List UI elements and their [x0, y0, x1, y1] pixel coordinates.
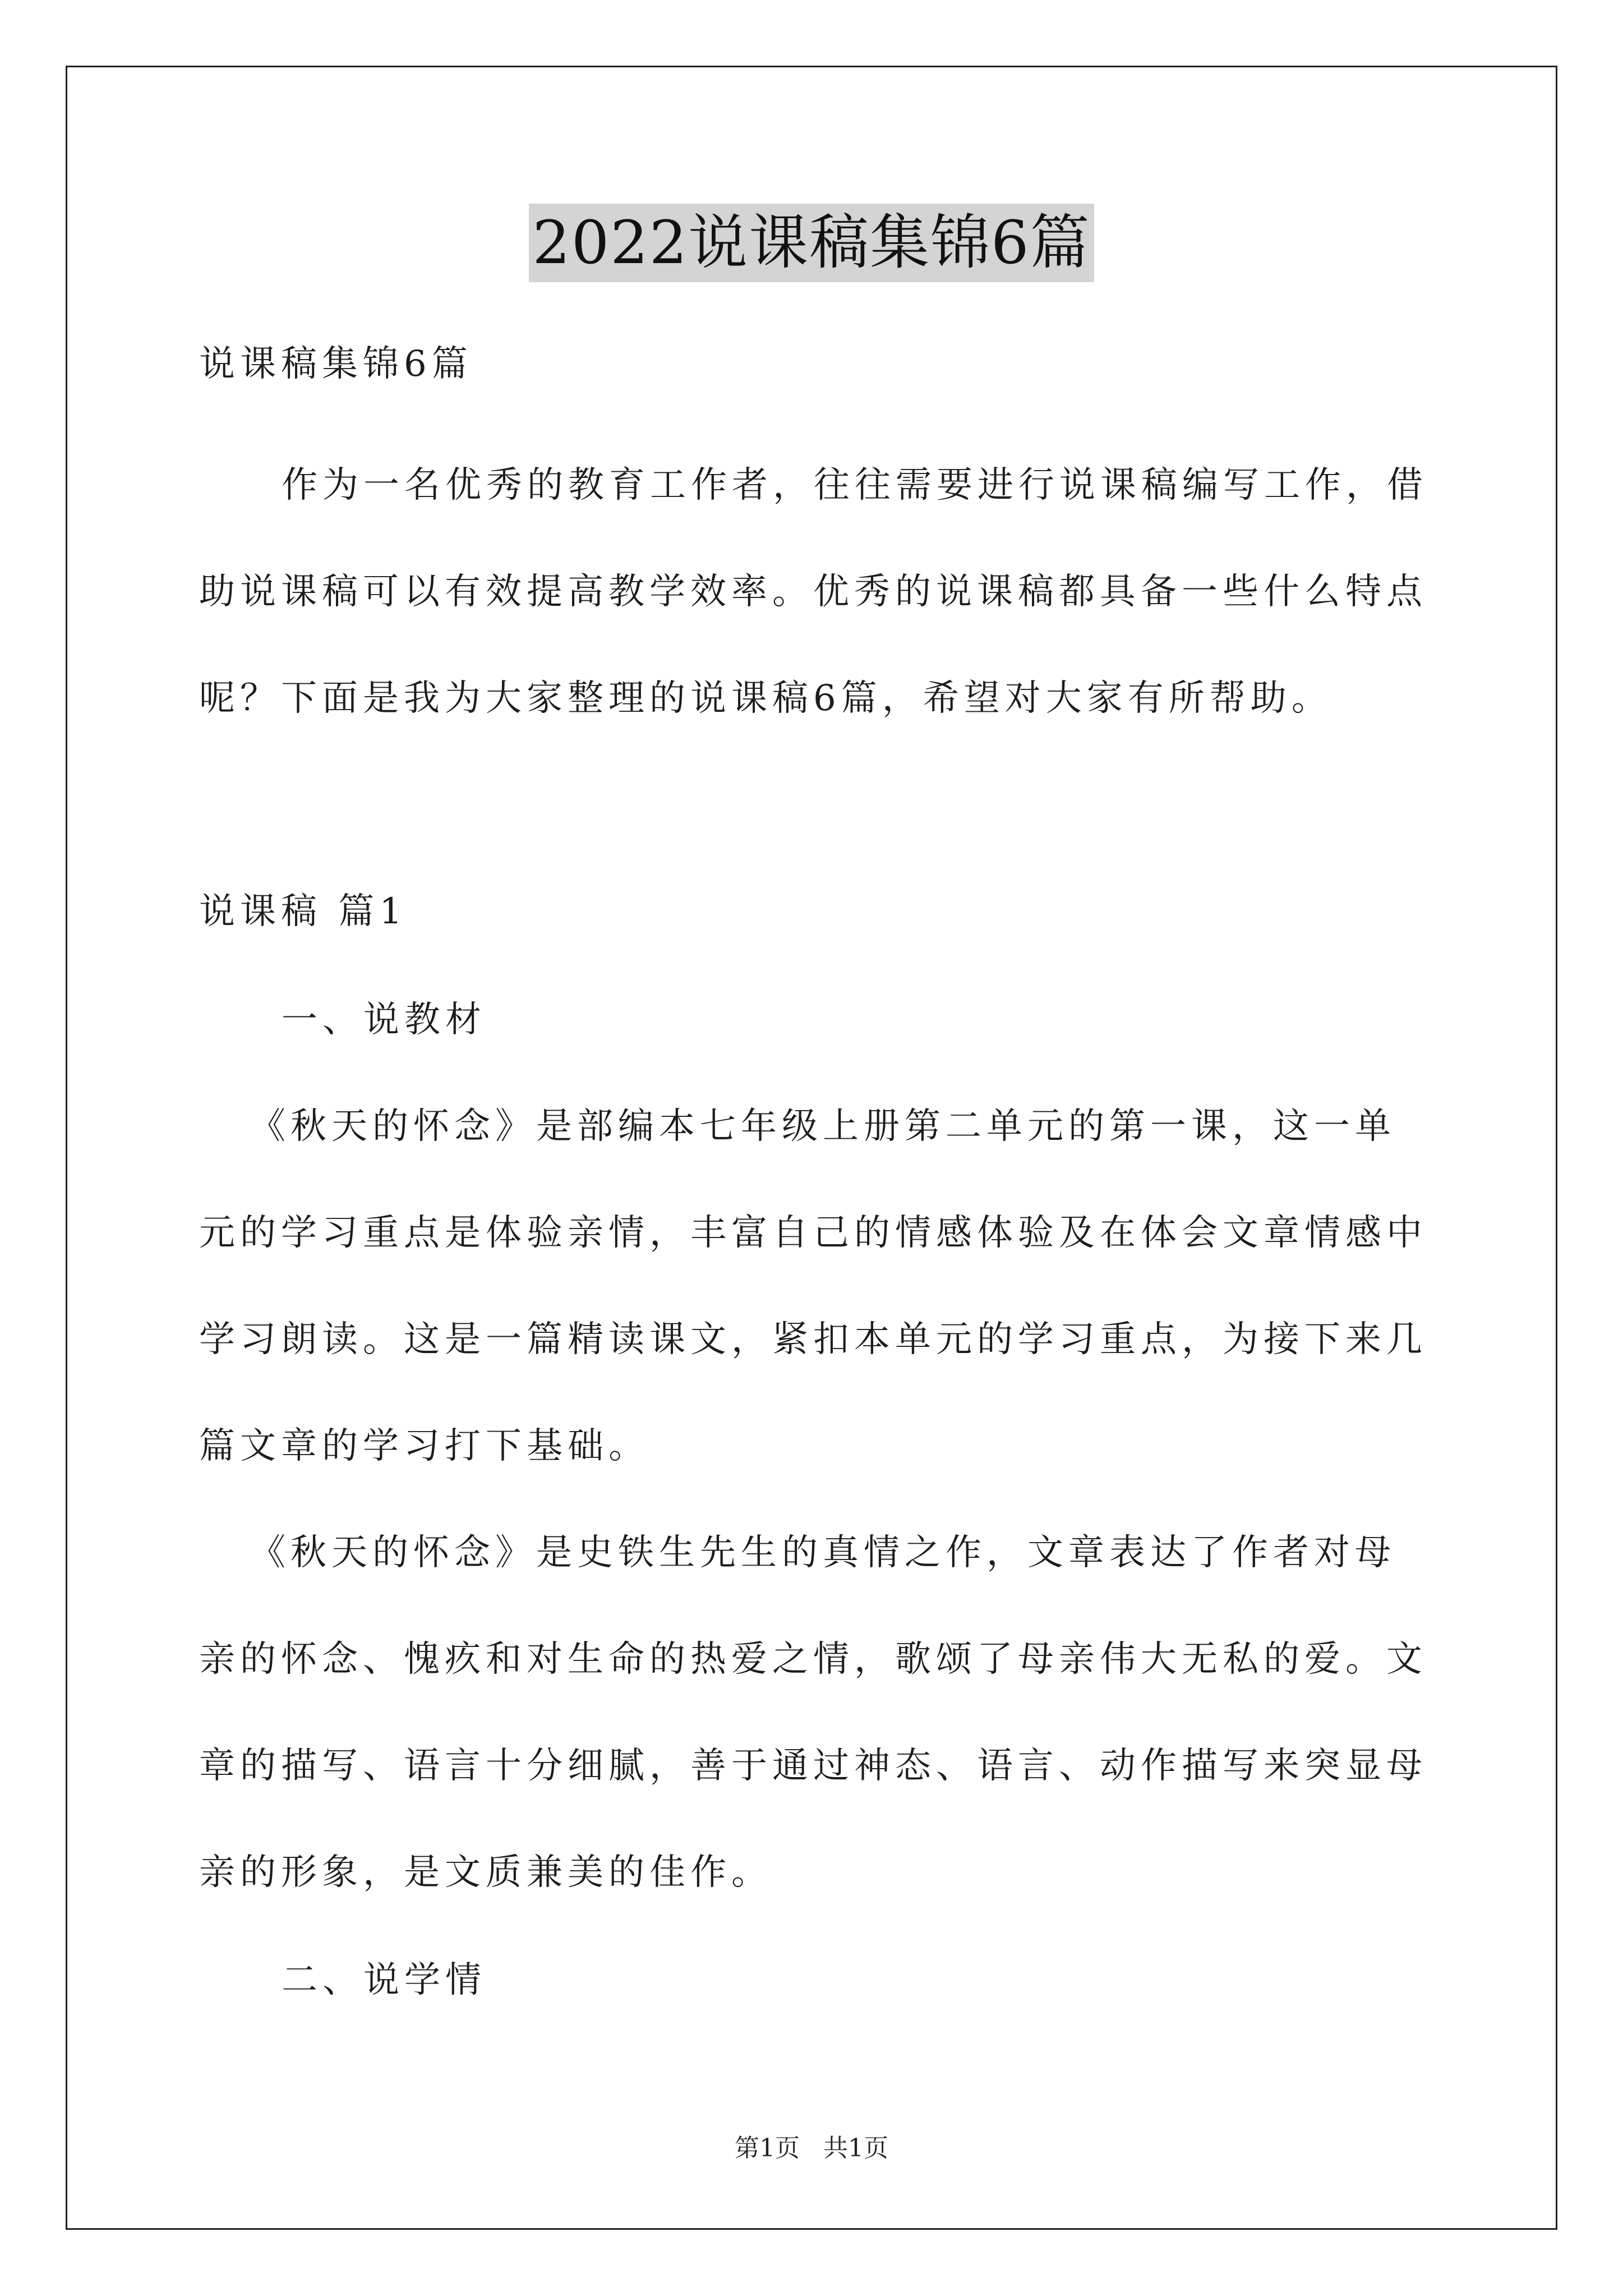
- para2-line-2: 亲的怀念、愧疚和对生命的热爱之情，歌颂了母亲伟大无私的爱。文: [199, 1639, 1427, 1680]
- para1-line-3: 学习朗读。这是一篇精读课文，紧扣本单元的学习重点，为接下来几: [199, 1319, 1427, 1360]
- para2-line-4: 亲的形象，是文质兼美的佳作。: [199, 1852, 772, 1893]
- para2-line-3: 章的描写、语言十分细腻，善于通过神态、语言、动作描写来突显母: [199, 1745, 1427, 1787]
- part2-heading: 二、说学情: [282, 1959, 486, 2001]
- page-total: 共1页: [823, 2134, 888, 2162]
- intro-line-3: 呢？下面是我为大家整理的说课稿6篇，希望对大家有所帮助。: [199, 678, 1332, 719]
- para1-line-4: 篇文章的学习打下基础。: [199, 1425, 649, 1467]
- document-subtitle: 说课稿集锦6篇: [199, 343, 473, 385]
- intro-line-2: 助说课稿可以有效提高教学效率。优秀的说课稿都具备一些什么特点: [199, 571, 1427, 613]
- document-title: 2022说课稿集锦6篇: [529, 204, 1094, 282]
- page-footer: [0, 2132, 1623, 2165]
- para2-line-1: 《秋天的怀念》是史铁生先生的真情之作，文章表达了作者对母: [250, 1532, 1396, 1573]
- intro-line-1: 作为一名优秀的教育工作者，往往需要进行说课稿编写工作，借: [282, 464, 1428, 506]
- part1-heading: 一、说教材: [282, 999, 486, 1041]
- para1-line-1: 《秋天的怀念》是部编本七年级上册第二单元的第一课，这一单: [250, 1106, 1396, 1147]
- page-number: 第1页: [735, 2134, 800, 2162]
- title-area: [0, 204, 1623, 282]
- para1-line-2: 元的学习重点是体验亲情，丰富自己的情感体验及在体会文章情感中: [199, 1212, 1427, 1254]
- section-heading: 说课稿 篇1: [199, 891, 408, 932]
